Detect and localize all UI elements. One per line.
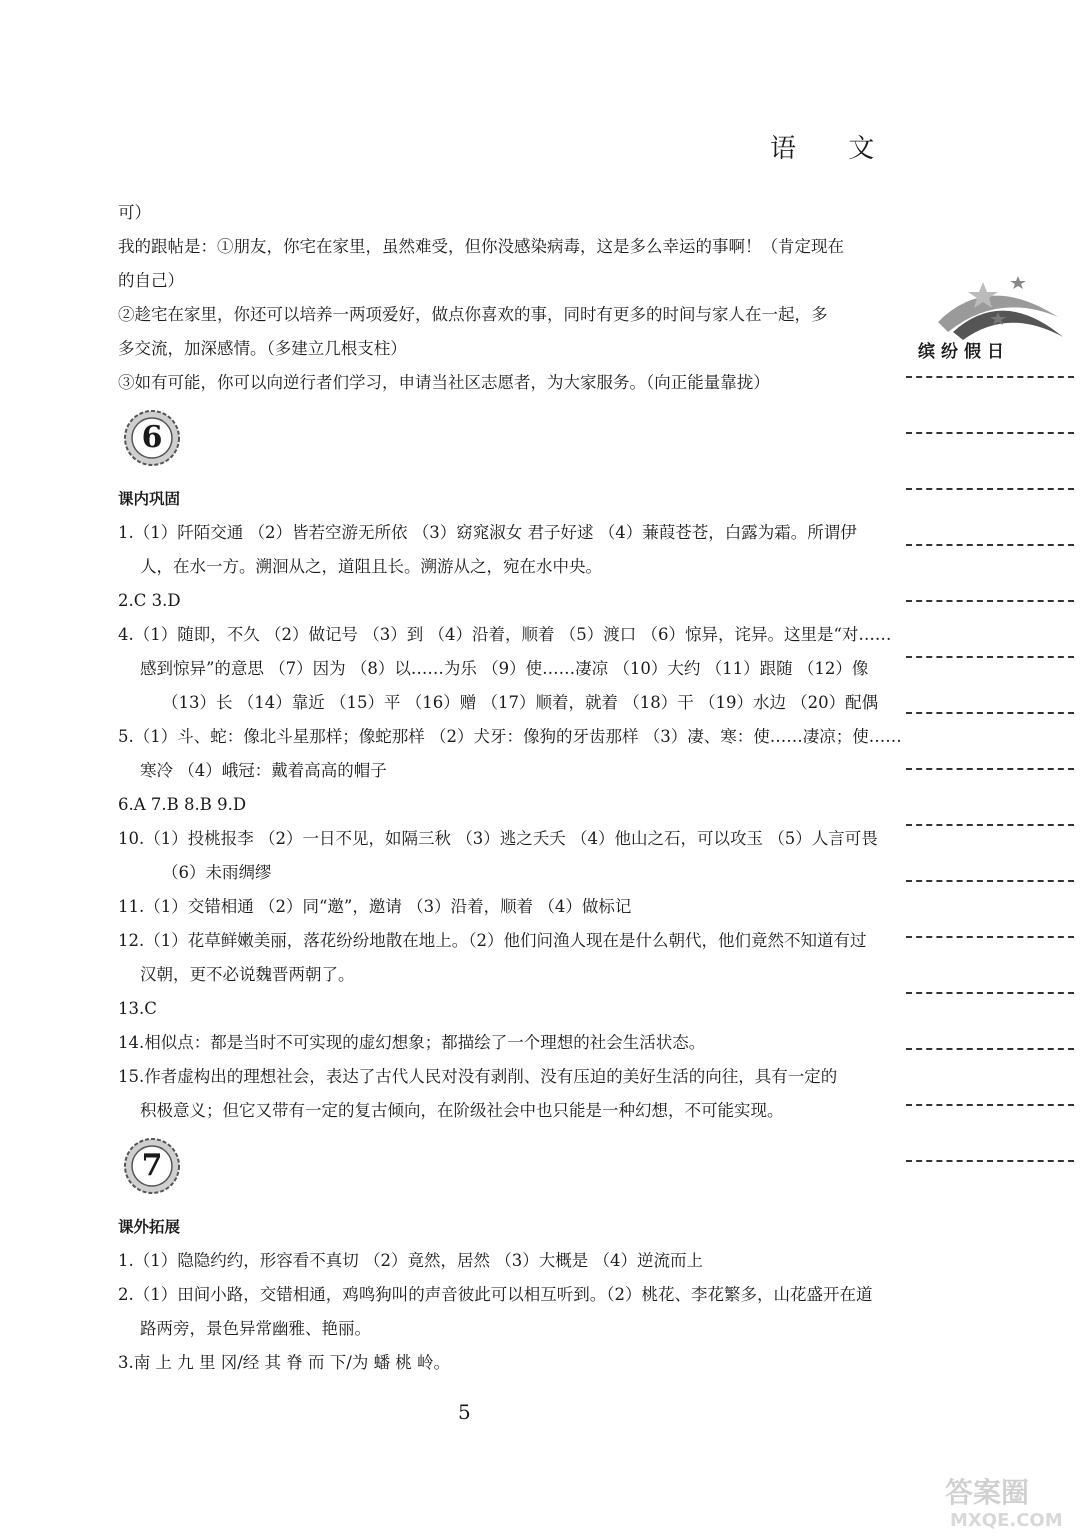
answer-line: 汉朝，更不必说魏晋两朝了。 (140, 965, 355, 984)
note-line (906, 712, 1074, 768)
note-line (906, 432, 1074, 488)
note-lines (906, 376, 1074, 1216)
watermark-logo-icon (940, 1470, 1080, 1530)
note-line (906, 936, 1074, 992)
logo-text: 缤纷假日 (918, 342, 1010, 362)
answer-line: 11.（1）交错相通 （2）同“邀”，邀请 （3）沿着，顺着 （4）做标记 (118, 897, 632, 916)
answer-line: 6.A 7.B 8.B 9.D (118, 795, 247, 814)
intro-line: 多交流，加深感情。（多建立几根支柱） (118, 339, 407, 358)
answer-line: 13.C (118, 999, 157, 1018)
answer-line: 4.（1）随即，不久 （2）做记号 （3）到 （4）沿着，顺着 （5）渡口 （6）惊异，诧异。这里是“对…… (118, 625, 892, 644)
intro-line: ②趁宅在家里，你还可以培养一两项爱好，做点你喜欢的事，同时有更多的时间与家人在一起，多 (118, 305, 828, 324)
section-badge-6 (122, 408, 182, 468)
answer-line: 积极意义；但它又带有一定的复古倾向，在阶级社会中也只能是一种幻想，不可能实现。 (140, 1101, 784, 1120)
watermark-sub: MXQE.COM (950, 1510, 1063, 1530)
intro-line: 我的跟帖是：①朋友，你宅在家里，虽然难受，但你没感染病毒，这是多么幸运的事啊！（肯定现在 (118, 237, 844, 256)
answer-line: 路两旁，景色异常幽雅、艳丽。 (140, 1319, 371, 1338)
answer-line: 寒冷 （4）峨冠：戴着高高的帽子 (140, 761, 387, 780)
answer-line: 人，在水一方。溯洄从之，道阻且长。溯游从之，宛在水中央。 (140, 557, 602, 576)
answer-line: 3.南 上 九 里 冈/经 其 脊 而 下/为 蟠 桃 岭。 (118, 1353, 451, 1372)
section-number: 7 (141, 1148, 163, 1183)
answer-line: 12.（1）花草鲜嫩美丽，落花纷纷地散在地上。（2）他们问渔人现在是什么朝代，他们竟然不知道有过 (118, 931, 867, 950)
note-line (906, 824, 1074, 880)
note-line (906, 1048, 1074, 1104)
answer-line: （13）长 （14）靠近 （15）平 （16）赠 （17）顺着，就着 （18）干 （19）水边 （20）配偶 (162, 693, 879, 712)
note-line (906, 600, 1074, 656)
answer-line: 14.相似点：都是当时不可实现的虚幻想象；都描绘了一个理想的社会生活状态。 (118, 1033, 706, 1052)
answer-content (118, 196, 902, 1380)
note-line (906, 376, 1074, 432)
answer-line: 1.（1）隐隐约约，形容看不真切 （2）竟然，居然 （3）大概是 （4）逆流而上 (118, 1251, 703, 1270)
note-line (906, 488, 1074, 544)
note-line (906, 544, 1074, 600)
answer-line: 1.（1）阡陌交通 （2）皆若空游无所依 （3）窈窕淑女 君子好逑 （4）蒹葭苍苍，白露为霜。所谓伊 (118, 523, 857, 542)
answer-line: 2.C 3.D (118, 591, 181, 610)
section-heading: 课内巩固 (118, 490, 181, 508)
note-line (906, 1160, 1074, 1216)
watermark-text: 答案圈 (945, 1476, 1030, 1509)
answer-line: （6）未雨绸缪 (162, 863, 272, 882)
answer-line: 5.（1）斗、蛇：像北斗星那样；像蛇那样 （2）犬牙：像狗的牙齿那样 （3）凄、寒：使……凄凉；使…… (118, 727, 902, 746)
answer-line: 10.（1）投桃报李 （2）一日不见，如隔三秋 （3）逃之夭夭 （4）他山之石，可以攻玉 （5）人言可畏 (118, 829, 878, 848)
note-line (906, 768, 1074, 824)
note-line (906, 880, 1074, 936)
intro-line: 可） (118, 203, 151, 222)
note-line (906, 656, 1074, 712)
page-number: 5 (458, 1400, 471, 1424)
note-line (906, 1104, 1074, 1160)
section-heading: 课外拓展 (118, 1218, 181, 1236)
intro-line: 的自己） (118, 271, 184, 290)
intro-line: ③如有可能，你可以向逆行者们学习，申请当社区志愿者，为大家服务。（向正能量靠拢） (118, 373, 770, 392)
answer-line: 2.（1）田间小路，交错相通，鸡鸣狗叫的声音彼此可以相互听到。（2）桃花、李花繁多，山花盛开在道 (118, 1285, 873, 1304)
answer-line: 15.作者虚构出的理想社会，表达了古代人民对没有剥削、没有压迫的美好生活的向往，具有一定的 (118, 1067, 838, 1086)
answer-line: 感到惊异”的意思 （7）因为 （8）以……为乐 （9）使……凄凉 （10）大约 （11）跟随 （12）像 (140, 659, 869, 678)
section-number: 6 (141, 420, 163, 455)
section-badge-7 (122, 1136, 182, 1196)
note-line (906, 992, 1074, 1048)
subject-title: 语 文 (770, 134, 897, 164)
